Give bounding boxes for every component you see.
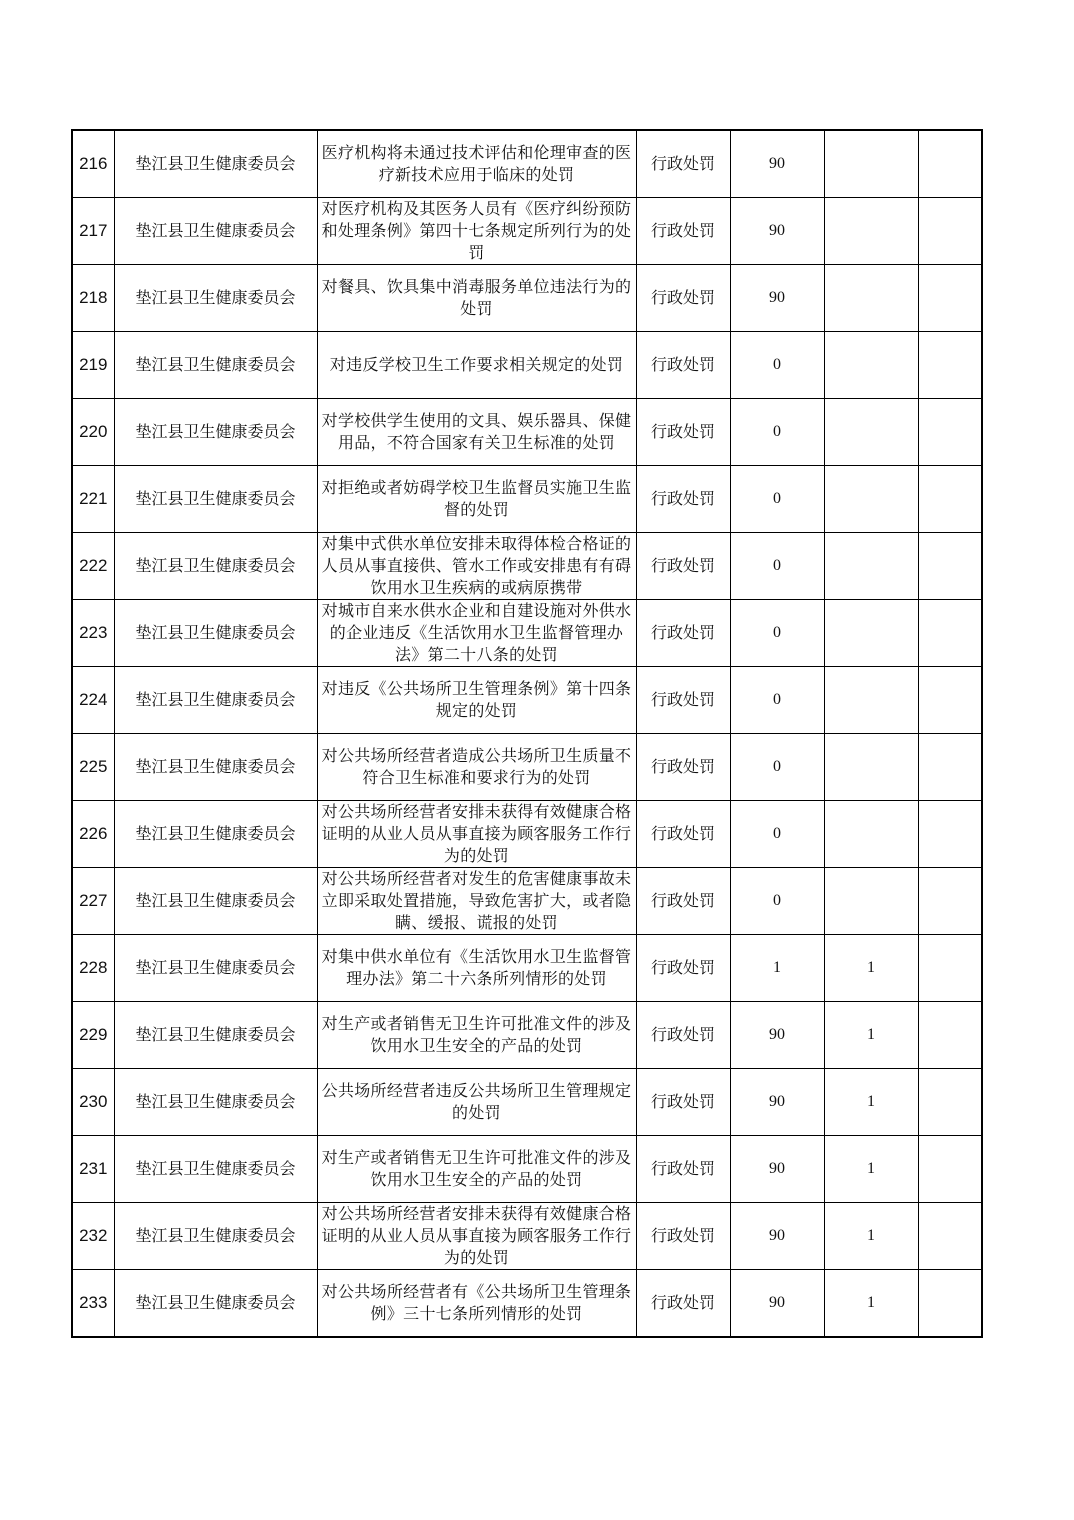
item-name-cell: 对城市自来水供水企业和自建设施对外供水的企业违反《生活饮用水卫生监督管理办法》第二十八条的处罚 [317,600,636,667]
value-cell-2: 1 [824,1002,918,1069]
department-cell: 垫江县卫生健康委员会 [114,1069,317,1136]
category-cell: 行政处罚 [636,130,730,198]
value-cell-2: 1 [824,1270,918,1338]
value-cell-2 [824,801,918,868]
value-cell-3 [918,1136,982,1203]
value-cell-1: 90 [730,198,824,265]
row-number: 229 [72,1002,114,1069]
value-cell-3 [918,198,982,265]
category-cell: 行政处罚 [636,1270,730,1338]
department-cell: 垫江县卫生健康委员会 [114,801,317,868]
category-cell: 行政处罚 [636,466,730,533]
department-cell: 垫江县卫生健康委员会 [114,667,317,734]
department-cell: 垫江县卫生健康委员会 [114,399,317,466]
table-row [72,399,982,466]
table-row [72,265,982,332]
department-cell: 垫江县卫生健康委员会 [114,198,317,265]
table-row [72,1069,982,1136]
value-cell-3 [918,399,982,466]
department-cell: 垫江县卫生健康委员会 [114,935,317,1002]
table-row [72,466,982,533]
penalty-items-table [71,129,983,1338]
value-cell-1: 90 [730,1203,824,1270]
item-name-cell: 公共场所经营者违反公共场所卫生管理规定的处罚 [317,1069,636,1136]
value-cell-2 [824,533,918,600]
value-cell-2 [824,667,918,734]
row-number: 228 [72,935,114,1002]
item-name-cell: 对违反学校卫生工作要求相关规定的处罚 [317,332,636,399]
row-number: 219 [72,332,114,399]
row-number: 220 [72,399,114,466]
table-row [72,332,982,399]
value-cell-2 [824,868,918,935]
value-cell-1: 0 [730,466,824,533]
category-cell: 行政处罚 [636,1002,730,1069]
category-cell: 行政处罚 [636,1203,730,1270]
category-cell: 行政处罚 [636,734,730,801]
value-cell-2 [824,130,918,198]
value-cell-1: 90 [730,1270,824,1338]
value-cell-3 [918,868,982,935]
row-number: 231 [72,1136,114,1203]
value-cell-2: 1 [824,935,918,1002]
table-row [72,533,982,600]
value-cell-1: 90 [730,130,824,198]
category-cell: 行政处罚 [636,198,730,265]
category-cell: 行政处罚 [636,1069,730,1136]
table-row [72,801,982,868]
value-cell-2 [824,198,918,265]
department-cell: 垫江县卫生健康委员会 [114,734,317,801]
table-body [72,130,982,1337]
item-name-cell: 对公共场所经营者安排未获得有效健康合格证明的从业人员从事直接为顾客服务工作行为的处罚 [317,801,636,868]
table-row [72,1002,982,1069]
item-name-cell: 对公共场所经营者安排未获得有效健康合格证明的从业人员从事直接为顾客服务工作行为的处罚 [317,1203,636,1270]
value-cell-3 [918,130,982,198]
value-cell-3 [918,533,982,600]
department-cell: 垫江县卫生健康委员会 [114,868,317,935]
category-cell: 行政处罚 [636,801,730,868]
category-cell: 行政处罚 [636,332,730,399]
value-cell-1: 90 [730,1136,824,1203]
value-cell-2: 1 [824,1069,918,1136]
row-number: 217 [72,198,114,265]
category-cell: 行政处罚 [636,935,730,1002]
table-row [72,1203,982,1270]
value-cell-3 [918,1203,982,1270]
value-cell-2: 1 [824,1203,918,1270]
value-cell-1: 0 [730,399,824,466]
category-cell: 行政处罚 [636,533,730,600]
row-number: 230 [72,1069,114,1136]
department-cell: 垫江县卫生健康委员会 [114,1136,317,1203]
value-cell-2 [824,399,918,466]
item-name-cell: 对公共场所经营者对发生的危害健康事故未立即采取处置措施，导致危害扩大，或者隐瞒、缓报、谎报的处罚 [317,868,636,935]
value-cell-3 [918,935,982,1002]
item-name-cell: 对违反《公共场所卫生管理条例》第十四条规定的处罚 [317,667,636,734]
table-row [72,868,982,935]
value-cell-3 [918,466,982,533]
value-cell-3 [918,1270,982,1338]
category-cell: 行政处罚 [636,600,730,667]
value-cell-2: 1 [824,1136,918,1203]
value-cell-2 [824,332,918,399]
table-row [72,600,982,667]
row-number: 223 [72,600,114,667]
item-name-cell: 对生产或者销售无卫生许可批准文件的涉及饮用水卫生安全的产品的处罚 [317,1002,636,1069]
row-number: 218 [72,265,114,332]
table-row [72,1270,982,1338]
row-number: 222 [72,533,114,600]
value-cell-3 [918,801,982,868]
department-cell: 垫江县卫生健康委员会 [114,332,317,399]
item-name-cell: 对医疗机构及其医务人员有《医疗纠纷预防和处理条例》第四十七条规定所列行为的处罚 [317,198,636,265]
category-cell: 行政处罚 [636,265,730,332]
row-number: 224 [72,667,114,734]
table-row [72,935,982,1002]
value-cell-1: 0 [730,868,824,935]
value-cell-3 [918,1002,982,1069]
item-name-cell: 对公共场所经营者造成公共场所卫生质量不符合卫生标准和要求行为的处罚 [317,734,636,801]
row-number: 221 [72,466,114,533]
value-cell-2 [824,600,918,667]
table-row [72,667,982,734]
table-row [72,734,982,801]
department-cell: 垫江县卫生健康委员会 [114,600,317,667]
category-cell: 行政处罚 [636,399,730,466]
value-cell-3 [918,667,982,734]
value-cell-1: 90 [730,265,824,332]
value-cell-3 [918,734,982,801]
item-name-cell: 对集中供水单位有《生活饮用水卫生监督管理办法》第二十六条所列情形的处罚 [317,935,636,1002]
item-name-cell: 对集中式供水单位安排未取得体检合格证的人员从事直接供、管水工作或安排患有有碍饮用水卫生疾病的或病原携带 [317,533,636,600]
department-cell: 垫江县卫生健康委员会 [114,265,317,332]
department-cell: 垫江县卫生健康委员会 [114,466,317,533]
item-name-cell: 对公共场所经营者有《公共场所卫生管理条例》三十七条所列情形的处罚 [317,1270,636,1338]
row-number: 227 [72,868,114,935]
row-number: 225 [72,734,114,801]
value-cell-3 [918,1069,982,1136]
value-cell-2 [824,265,918,332]
value-cell-2 [824,734,918,801]
value-cell-1: 0 [730,332,824,399]
value-cell-1: 90 [730,1069,824,1136]
department-cell: 垫江县卫生健康委员会 [114,1203,317,1270]
value-cell-1: 0 [730,533,824,600]
item-name-cell: 医疗机构将未通过技术评估和伦理审查的医疗新技术应用于临床的处罚 [317,130,636,198]
value-cell-1: 0 [730,600,824,667]
row-number: 232 [72,1203,114,1270]
value-cell-1: 0 [730,801,824,868]
department-cell: 垫江县卫生健康委员会 [114,1270,317,1338]
value-cell-1: 1 [730,935,824,1002]
table-row [72,130,982,198]
department-cell: 垫江县卫生健康委员会 [114,533,317,600]
department-cell: 垫江县卫生健康委员会 [114,1002,317,1069]
row-number: 216 [72,130,114,198]
value-cell-3 [918,265,982,332]
value-cell-3 [918,332,982,399]
category-cell: 行政处罚 [636,667,730,734]
value-cell-1: 0 [730,734,824,801]
table-row [72,198,982,265]
item-name-cell: 对拒绝或者妨碍学校卫生监督员实施卫生监督的处罚 [317,466,636,533]
row-number: 233 [72,1270,114,1338]
row-number: 226 [72,801,114,868]
item-name-cell: 对餐具、饮具集中消毒服务单位违法行为的处罚 [317,265,636,332]
value-cell-3 [918,600,982,667]
category-cell: 行政处罚 [636,1136,730,1203]
table-row [72,1136,982,1203]
category-cell: 行政处罚 [636,868,730,935]
value-cell-1: 0 [730,667,824,734]
value-cell-2 [824,466,918,533]
value-cell-1: 90 [730,1002,824,1069]
department-cell: 垫江县卫生健康委员会 [114,130,317,198]
item-name-cell: 对生产或者销售无卫生许可批准文件的涉及饮用水卫生安全的产品的处罚 [317,1136,636,1203]
item-name-cell: 对学校供学生使用的文具、娱乐器具、保健用品，不符合国家有关卫生标准的处罚 [317,399,636,466]
